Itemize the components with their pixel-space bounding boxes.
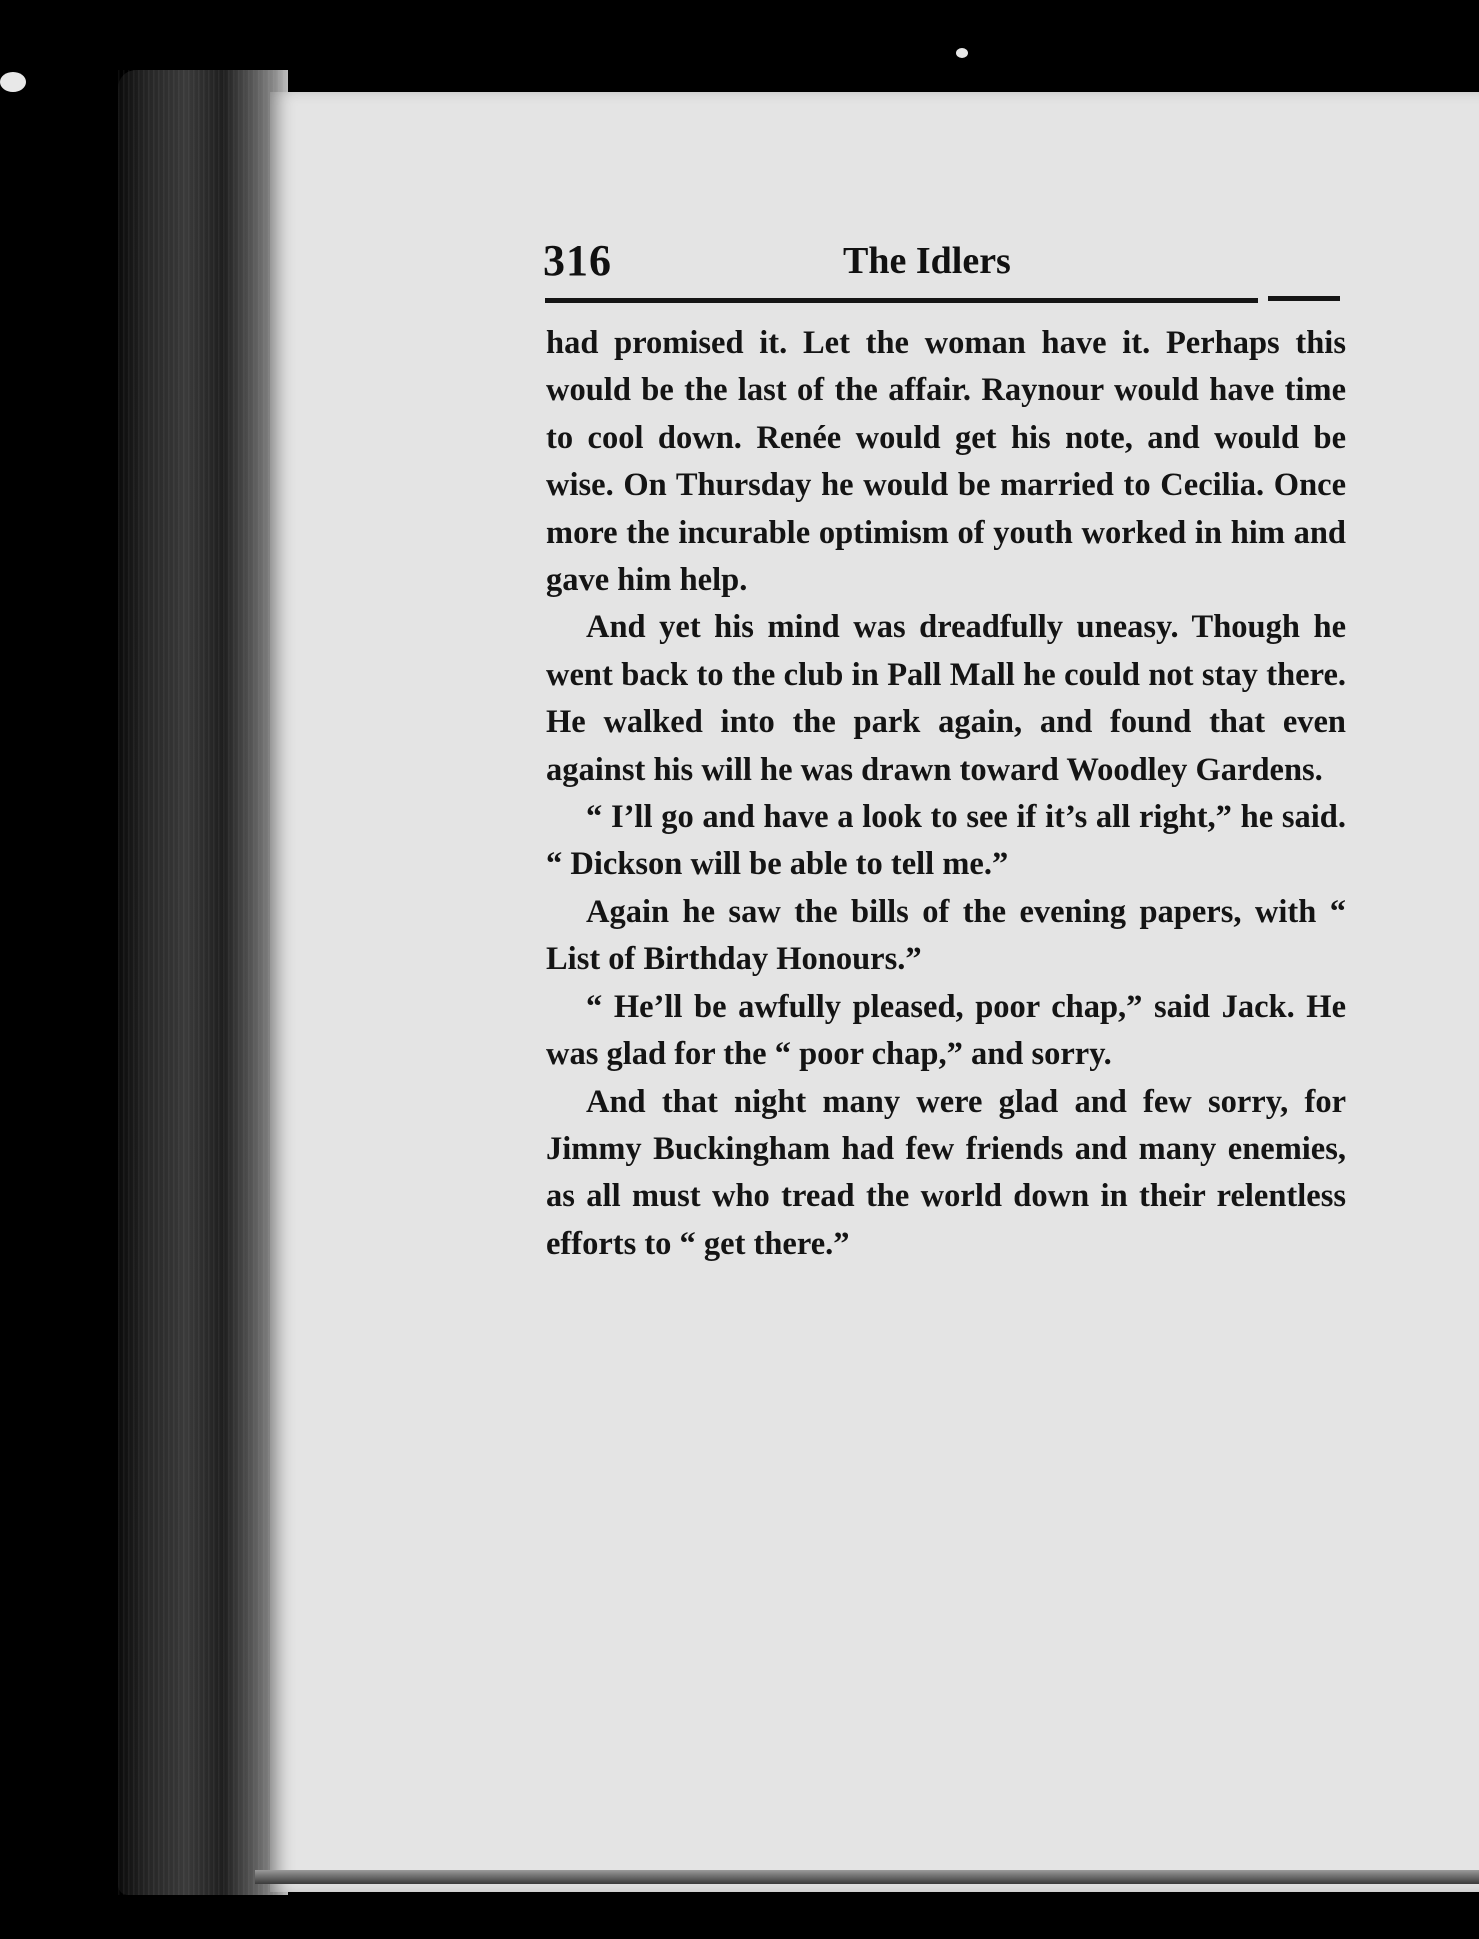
paragraph: And yet his mind was dreadfully uneasy. Though he went back to the club in Pall Mall he could not stay there. He walked into the park again, and found that even against his will he was drawn toward Woodley Gardens. [546, 609, 1346, 788]
book-fore-edge [118, 70, 288, 1895]
running-title: The Idlers [843, 240, 1011, 282]
header-rule-tail [1268, 296, 1340, 301]
scan-dust-speck [0, 72, 26, 92]
paragraph: had promised it. Let the woman have it. Perhaps this would be the last of the affair. Raynour would have time to cool down. Renée would get his note, and would be wise. On Thursday he would be married to Cecilia. Once more the incurable optimism of youth worked in him and gave him help. [546, 325, 1346, 599]
page-number: 316 [543, 236, 612, 285]
paragraph: “ I’ll go and have a look to see if it’s all right,” he said. “ Dickson will be able to tell me.” [546, 799, 1346, 883]
running-head [543, 235, 1349, 297]
scan-dust-speck [956, 48, 968, 58]
paragraph: And that night many were glad and few sorry, for Jimmy Buckingham had few friends and many enemies, as all must who tread the world down in their relentless efforts to “ get there.” [546, 1083, 1346, 1262]
body-text [546, 320, 1346, 1268]
header-rule [545, 298, 1258, 303]
paragraph: Again he saw the bills of the evening papers, with “ List of Birthday Honours.” [546, 893, 1346, 978]
book-bottom-edge [255, 1870, 1479, 1884]
paragraph: “ He’ll be awfully pleased, poor chap,” said Jack. He was glad for the “ poor chap,” and sorry. [546, 988, 1346, 1073]
